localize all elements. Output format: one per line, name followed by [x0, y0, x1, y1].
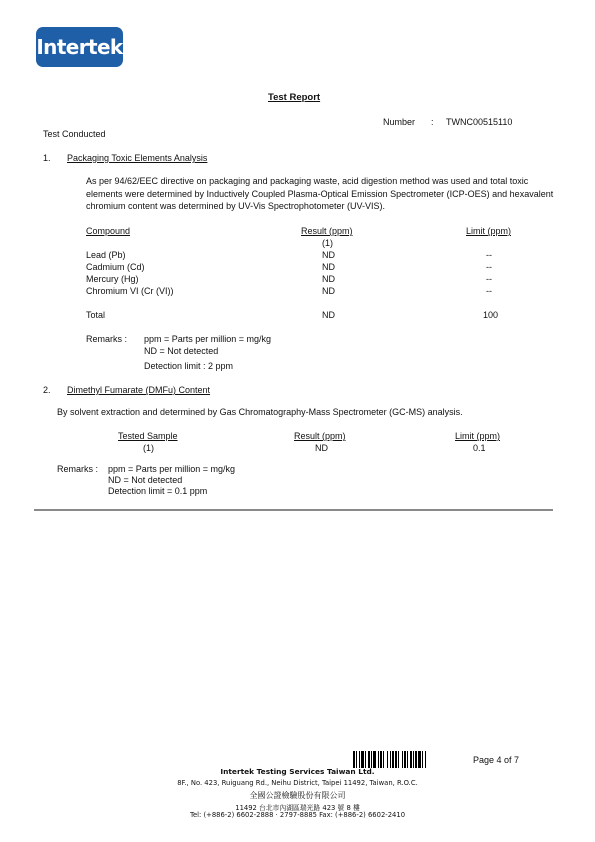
table-row-compound: Chromium VI (Cr (VI)): [86, 286, 174, 296]
footer-contact: Tel: (+886-2) 6602-2888 · 2797-8885 Fax: (+886-2) 6602-2410: [189, 811, 406, 819]
section2-number: 2.: [43, 385, 51, 395]
number-label: Number: [383, 117, 416, 127]
footer-address: 8F., No. 423, Ruiguang Rd., Neihu District, Taipei 11492, Taiwan, R.O.C.: [177, 779, 418, 787]
col-result-header: Result (ppm): [294, 431, 346, 441]
table-row-result: ND: [315, 443, 328, 453]
page-number: Page 4 of 7: [473, 755, 520, 765]
footer-address-chinese: 11492 台北市內湖區瑞光路 423 號 8 樓: [235, 804, 360, 812]
total-row-limit: 100: [483, 310, 499, 320]
barcode-bar: [426, 751, 427, 768]
table-row-compound: Mercury (Hg): [86, 274, 139, 284]
remarks-label: Remarks :: [57, 464, 99, 474]
table-row-result: ND: [322, 250, 335, 260]
table-row-compound: Lead (Pb): [86, 250, 126, 260]
footer-company-chinese: 全國公證檢驗股份有限公司: [249, 791, 346, 800]
remark-line: Detection limit = 0.1 ppm: [108, 486, 208, 496]
remark-line: Detection limit : 2 ppm: [144, 361, 234, 371]
report-title: Test Report: [268, 92, 321, 103]
table-row-limit: --: [486, 262, 492, 272]
remarks-label: Remarks :: [86, 334, 128, 344]
table-row-compound: Cadmium (Cd): [86, 262, 145, 272]
table-row-limit: --: [486, 286, 492, 296]
col-sample-header: Tested Sample: [118, 431, 178, 441]
col-compound-header: Compound: [86, 226, 131, 236]
total-row-result: ND: [322, 310, 335, 320]
number-separator: :: [431, 117, 434, 127]
table-row-limit: --: [486, 274, 492, 284]
section1-paragraph: As per 94/62/EEC directive on packaging and packaging waste, acid digestion method was used and total toxic elements were determined by Inductively Coupled Plasma-Optical Emission Spectrometer (ICP-OES) and hexavalent chromium content was determined by UV-Vis Spectrophotometer (UV-VIS).: [86, 176, 554, 211]
section2-title: Dimethyl Fumarate (DMFu) Content: [67, 385, 211, 395]
col-limit-header: Limit (ppm): [466, 226, 512, 236]
col-result-subheader: (1): [322, 238, 333, 248]
section1-number: 1.: [43, 153, 51, 163]
section1-title: Packaging Toxic Elements Analysis: [67, 153, 208, 163]
section-divider: [34, 509, 553, 511]
table-row-sample: (1): [143, 443, 154, 453]
remark-line: ppm = Parts per million = mg/kg: [108, 464, 236, 474]
col-limit-header: Limit (ppm): [455, 431, 501, 441]
remark-line: ppm = Parts per million = mg/kg: [144, 334, 272, 344]
remark-line: ND = Not detected: [108, 475, 183, 485]
table-row-result: ND: [322, 286, 335, 296]
test-conducted-label: Test Conducted: [43, 129, 106, 139]
table-row-limit: --: [486, 250, 492, 260]
table-row-result: ND: [322, 262, 335, 272]
remark-line: ND = Not detected: [144, 346, 219, 356]
total-row-label: Total: [86, 310, 106, 320]
table-row-limit: 0.1: [473, 443, 486, 453]
intertek-logo: Intertek: [36, 27, 123, 67]
section2-paragraph: By solvent extraction and determined by Gas Chromatography-Mass Spectrometer (GC-MS) analysis.: [57, 407, 463, 417]
col-result-header: Result (ppm): [301, 226, 353, 236]
footer-company: Intertek Testing Services Taiwan Ltd.: [220, 767, 375, 776]
report-number: TWNC00515110: [446, 117, 513, 127]
table-row-result: ND: [322, 274, 335, 284]
barcode: [353, 751, 463, 768]
